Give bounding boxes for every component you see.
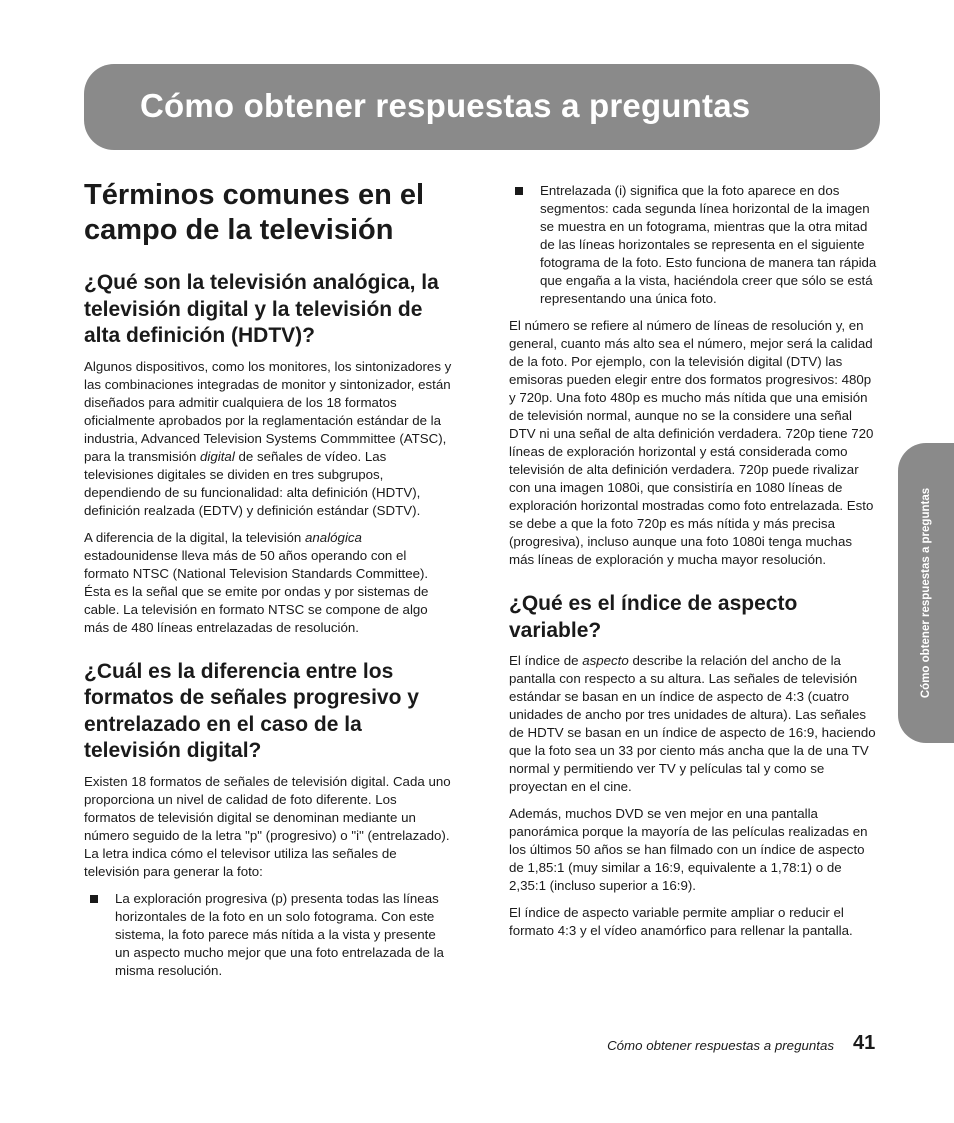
left-column [84,178,452,989]
footer-chapter-title: Cómo obtener respuestas a preguntas [607,1038,834,1053]
chapter-title: Cómo obtener respuestas a preguntas [140,87,751,124]
side-chapter-tab [898,443,954,743]
paragraph: Existen 18 formatos de señales de televisión digital. Cada uno proporciona un nivel de calidad de foto diferente. Los formatos de televisión digital se denominan mediante un número seguido de la letra "p" (progresivo) o "i" (entrelazado). La letra indica cómo el televisor utiliza las señales de televisión para generar la foto: [84,773,451,879]
side-tab-label: Cómo obtener respuestas a preguntas [920,487,932,699]
paragraph: Algunos dispositivos, como los monitores, los sintonizadores y las combinaciones integradas de monitor y sintonizador, están diseñados para admitir cualquiera de los 18 formatos oficialmente aprobados por la reglamentación estándar de la industria, Advanced Television Systems Commmittee (ATSC), para la transmisión digital de señales de vídeo. Las televisiones digitales se dividen en tres subgrupos, dependiendo de su funcionalidad: alta definición (HDTV), definición realzada (EDTV) y definición estándar (SDTV). [84,358,452,518]
question-heading-analog-digital: ¿Qué son la televisión analógica, la televisión digital y la televisión de alta definición (HDTV)? [84,271,439,347]
paragraph: El índice de aspecto variable permite ampliar o reducir el formato 4:3 y el vídeo anamórfico para rellenar la pantalla. [509,905,853,938]
paragraph: A diferencia de la digital, la televisión analógica estadounidense lleva más de 50 años operando con el formato NTSC (National Television Standards Committee). Ésta es la señal que se emite por ondas y por sistemas de cable. La televisión en formato NTSC se compone de algo más de 480 líneas entrelazadas de resolución. [84,529,429,635]
paragraph: Además, muchos DVD se ven mejor en una pantalla panorámica porque la mayoría de las películas realizadas en los últimos 50 años se han filmado con un índice de aspecto de 1,85:1 (muy similar a 16:9, equivalente a 1,78:1) o de 2,35:1 (incluso superior a 16:9). [509,806,868,893]
page-number: 41 [853,1032,876,1054]
paragraph: El índice de aspecto describe la relación del ancho de la pantalla con respecto a su altura. Las señales de televisión estándar se basan en un índice de aspecto de 4:3 (cuatro unidades de ancho por tres unidades de altura). Las señales de HDTV se basan en un índice de aspecto de 16:9, haciendo que la foto sea un 33 por ciento más ancha que la de una TV normal y permitiendo ver TV y películas tal y como se proyectan en el cine. [509,653,876,794]
right-column [509,182,877,949]
chapter-banner [84,64,880,150]
bullet-square-icon [515,187,523,195]
paragraph: El número se refiere al número de líneas de resolución y, en general, cuanto más alto sea el número, mejor será la calidad de la foto. Por ejemplo, con la televisión digital (DTV) las emisoras pueden elegir entre dos formatos progresivos: 480p y 720p. Una foto 480p es mucho más nítida que una emisión de televisión normal, aunque no se la considere una señal DTV ni una señal de alta definición verdadera. 720p tiene 720 líneas de exploración horizontal y está considerada como televisión de alta definición verdadera. 720p puede rivalizar con una imagen 1080i, que consistiría en 1080 líneas de exploración horizontal mostradas como foto entrelazada. Esto se debe a que la foto 720p es más nítida y más precisa (progresiva), incluso aunque una foto 1080i tenga muchas más líneas de exploración y mucha mayor resolución. [509,318,874,567]
question-heading-progressive-interlaced: ¿Cuál es la diferencia entre los formatos de señales progresivo y entrelazado en el caso de la televisión digital? [84,659,419,762]
bullet-square-icon [90,895,98,903]
question-heading-aspect-ratio: ¿Qué es el índice de aspecto variable? [509,592,798,642]
list-item: La exploración progresiva (p) presenta todas las líneas horizontales de la foto en un solo fotograma. Con este sistema, la foto parece más nítida a la vista y presente un aspecto mucho mejor que una foto entrelazada de la misma resolución. [84,890,452,980]
section-heading: Términos comunes en el campo de la televisión [84,179,425,246]
list-item: Entrelazada (i) significa que la foto aparece en dos segmentos: cada segunda línea horizontal de la imagen se muestra en un fotograma, mientras que la otra mitad de las líneas horizontales se representa en el siguiente fotograma de la foto. Esto funciona de manera tan rápida que engaña a la vista, haciéndola creer que sólo se está representando una única foto. [509,182,877,308]
